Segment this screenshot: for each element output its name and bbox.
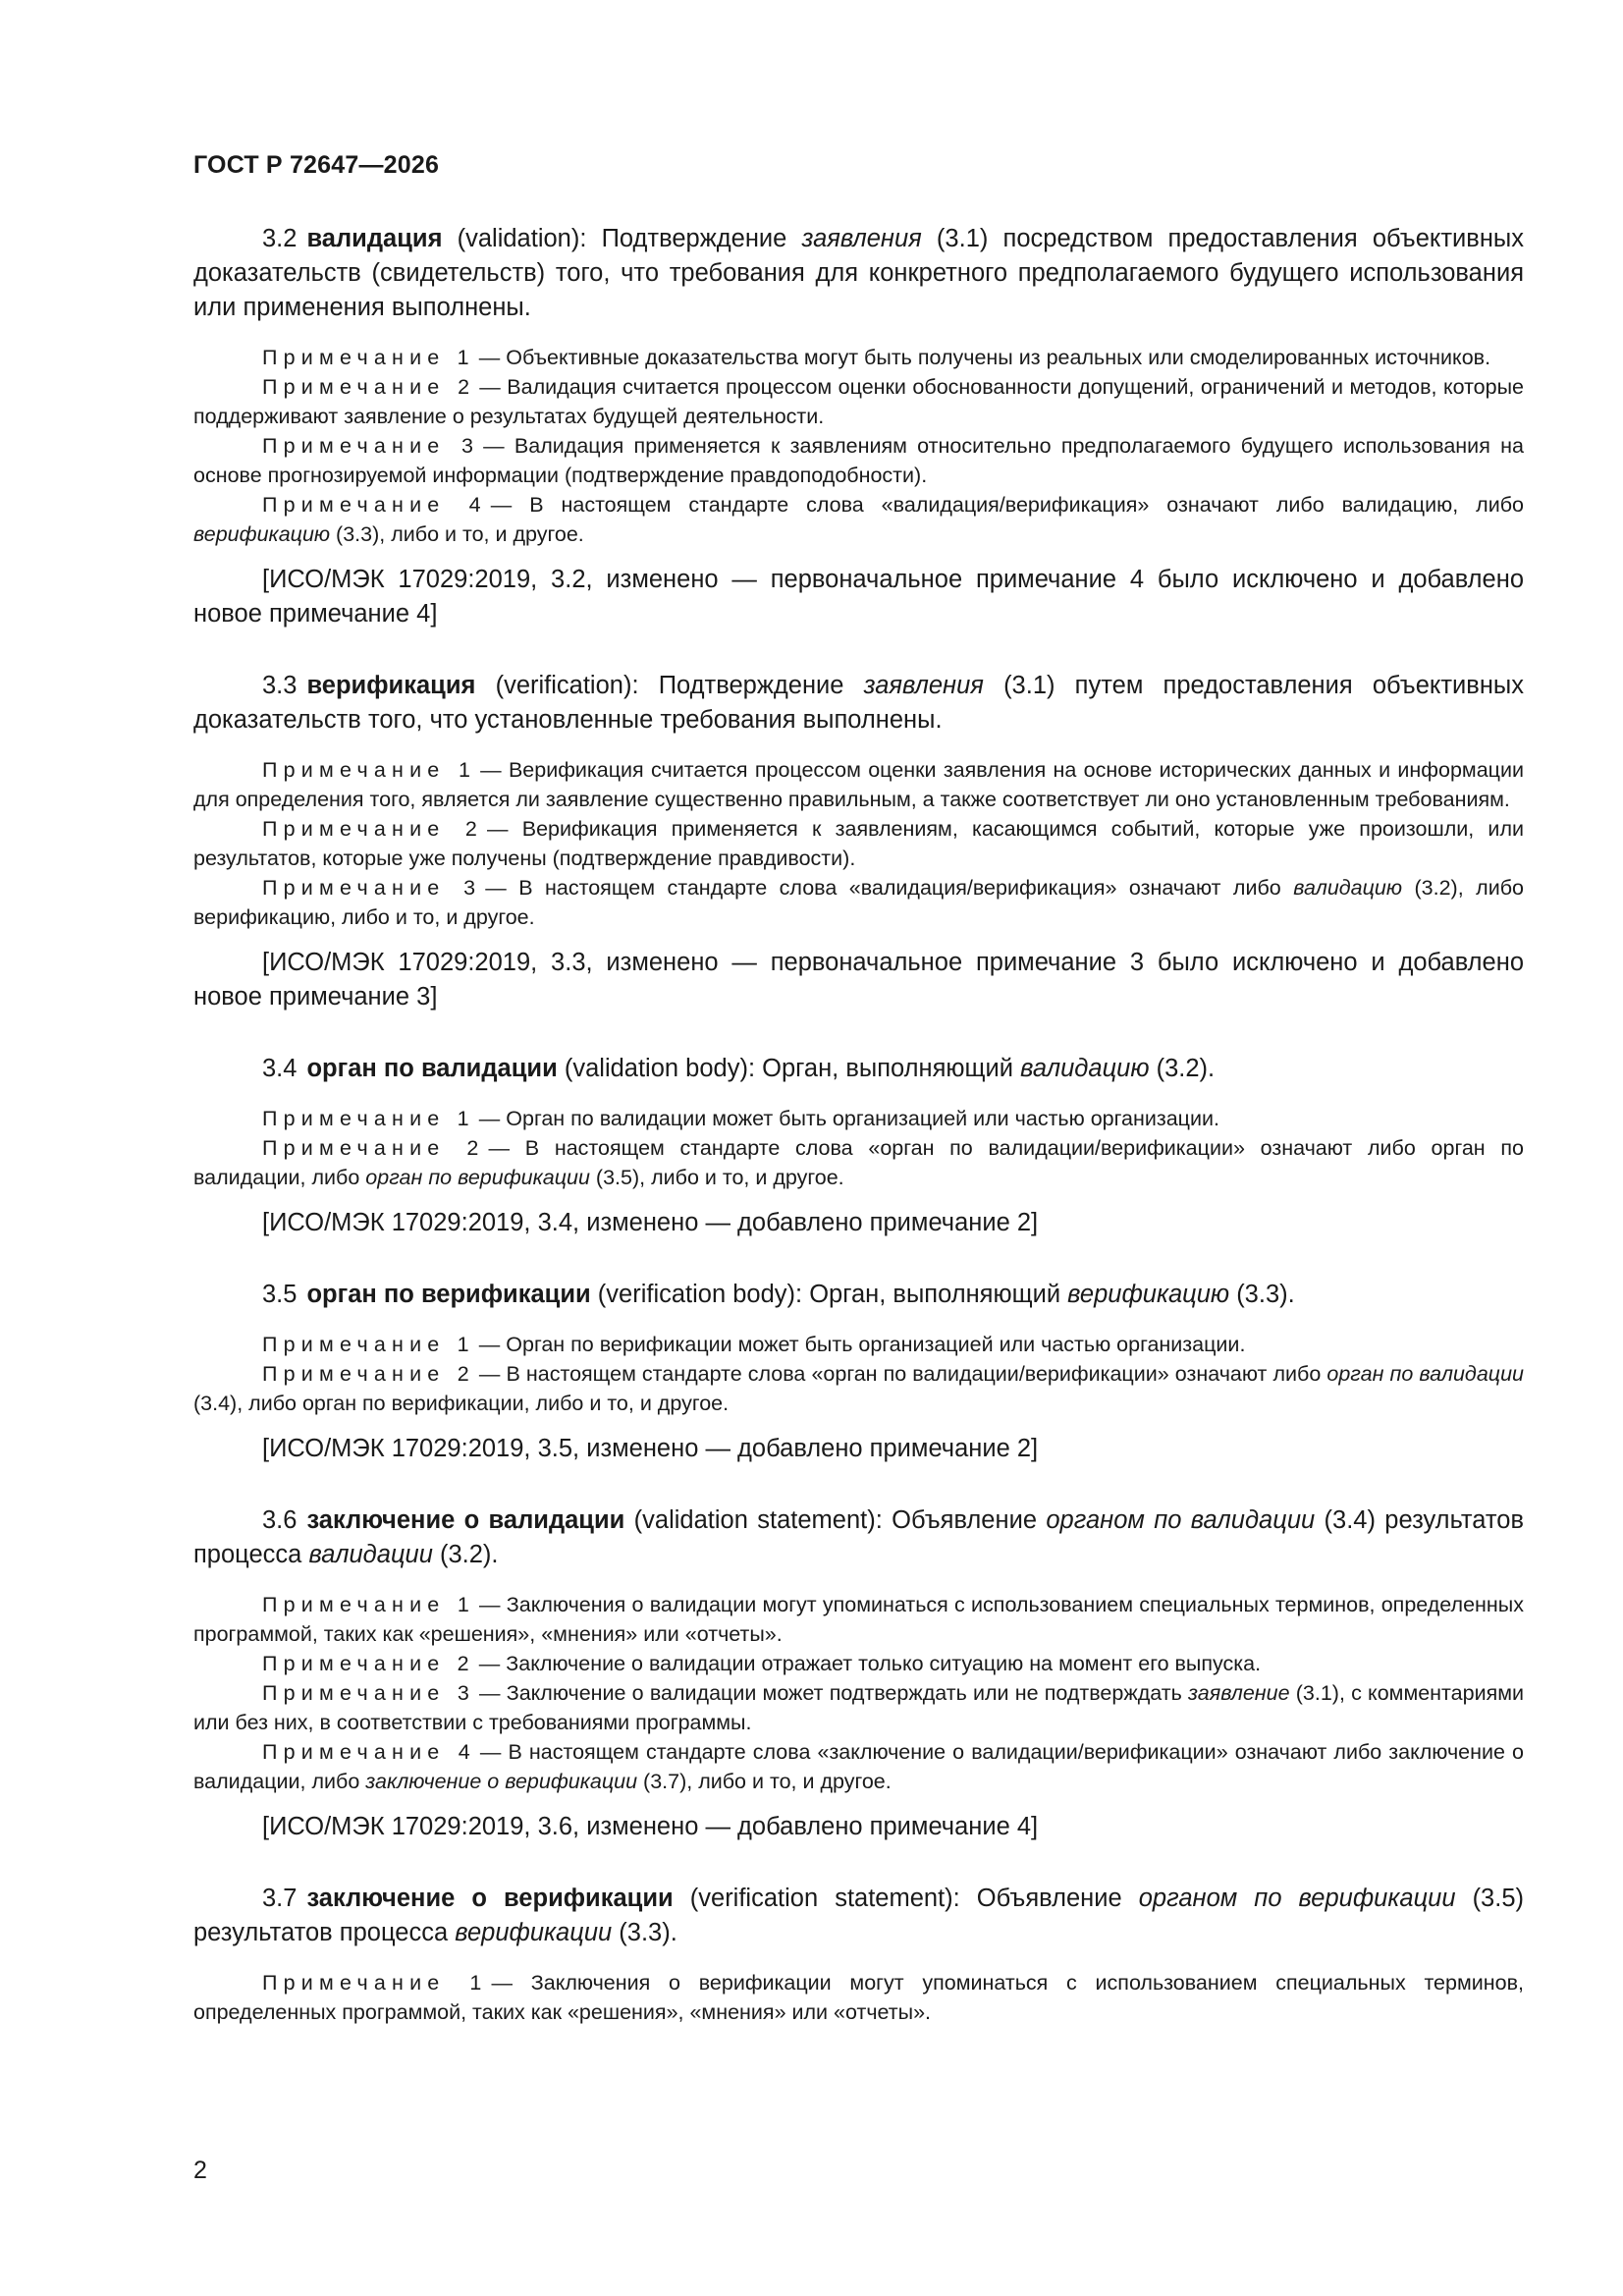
- note-text: Верификация считается процессом оценки заявления на основе исторических данных и информации для определения того, является ли заявление существенно правильным, а также соответствует ли оно установленным требованиям.: [193, 758, 1524, 811]
- term-number: 3.5: [262, 1281, 298, 1308]
- note-text: Заключения о верификации могут упоминаться с использованием специальных терминов, определенных программой, таких как «решения», «мнения» или «отчеты».: [193, 1971, 1524, 2024]
- note-label: Примечание 1: [262, 1593, 476, 1616]
- term-entry: [193, 1882, 1524, 2027]
- term-reference: верификацию: [193, 522, 331, 546]
- term-number: 3.2: [262, 225, 298, 252]
- definition-text: (3.5) результатов процесса: [193, 1885, 1524, 1946]
- source-reference: [ИСО/МЭК 17029:2019, 3.4, изменено — добавлено примечание 2]: [262, 1209, 1039, 1236]
- note-text: В настоящем стандарте слова «орган по валидации/верификации» означают либо: [506, 1362, 1327, 1386]
- term-name: верификация: [306, 672, 476, 699]
- term-reference: орган по верификации: [365, 1166, 590, 1189]
- terms-content: [193, 222, 1524, 2027]
- term-note: Примечание 3 — Валидация применяется к заявлениям относительно предполагаемого будущего использования на основе прогнозируемой информации (подтверждение правдоподобности).: [193, 434, 1524, 487]
- term-reference: валидацию: [1293, 876, 1403, 900]
- definition-text: (3.2).: [432, 1541, 499, 1568]
- term-number: 3.6: [262, 1506, 298, 1534]
- term-note: Примечание 4 — В настоящем стандарте слова «заключение о валидации/верификации» означают либо заключение о валидации, либо заключение о верификации (3.7), либо и то, и другое.: [193, 1740, 1524, 1793]
- term-reference: верификации: [455, 1919, 613, 1946]
- note-text: Верификация применяется к заявлениям, касающимся событий, которые уже произошли, или результатов, которые уже получены (подтверждение правдивости).: [193, 817, 1524, 870]
- note-text: В настоящем стандарте слова «валидация/верификация» означают либо валидацию, либо: [529, 493, 1524, 517]
- source-reference: [ИСО/МЭК 17029:2019, 3.3, изменено — первоначальное примечание 3 было исключено и добавлено новое примечание 3]: [193, 949, 1524, 1011]
- term-number: 3.3: [262, 672, 298, 699]
- note-label: Примечание 4: [262, 493, 487, 517]
- note-text: (3.5), либо и то, и другое.: [589, 1166, 844, 1189]
- note-text: Валидация применяется к заявлениям относительно предполагаемого будущего использования на основе прогнозируемой информации (подтверждение правдоподобности).: [193, 434, 1524, 487]
- term-name: валидация: [306, 225, 443, 252]
- term-note: Примечание 2 — В настоящем стандарте слова «орган по валидации/верификации» означают либо орган по валидации, либо орган по верификации (3.5), либо и то, и другое.: [193, 1136, 1524, 1189]
- term-entry: [193, 222, 1524, 631]
- term-entry: [193, 1052, 1524, 1240]
- term-note: Примечание 2 — Заключение о валидации отражает только ситуацию на момент его выпуска.: [262, 1652, 1262, 1675]
- term-entry: [193, 669, 1524, 1014]
- note-label: Примечание 1: [262, 758, 477, 782]
- source-reference: [ИСО/МЭК 17029:2019, 3.2, изменено — первоначальное примечание 4 было исключено и добавлено новое примечание 4]: [193, 566, 1524, 628]
- term-reference: заявления: [863, 672, 984, 699]
- term-entry: [193, 1503, 1524, 1844]
- definition-text: (validation statement): Объявление: [624, 1506, 1047, 1534]
- note-text: В настоящем стандарте слова «заключение о валидации/верификации» означают либо заключение о валидации, либо: [193, 1740, 1524, 1793]
- note-text: Заключение о валидации может подтверждать или не подтверждать: [506, 1681, 1189, 1705]
- term-reference: органом по валидации: [1046, 1506, 1316, 1534]
- note-label: Примечание 2: [262, 375, 476, 399]
- definition-text: (3.1) путем предоставления объективных доказательств того, что установленные требования выполнены.: [193, 672, 1524, 734]
- note-label: Примечание 1: [262, 1107, 475, 1130]
- note-text: В настоящем стандарте слова «валидация/верификация» означают либо: [518, 876, 1294, 900]
- note-label: Примечание 2: [262, 817, 484, 841]
- definition-text: (validation): Подтверждение: [442, 225, 802, 252]
- note-label: Примечание 1: [262, 1971, 488, 1995]
- term-definition: [193, 1278, 1524, 1312]
- definition-text: (verification): Подтверждение: [475, 672, 864, 699]
- term-note: Примечание 4 — В настоящем стандарте слова «валидация/верификация» означают либо валидацию, либо верификацию (3.3), либо и то, и другое.: [193, 493, 1524, 546]
- term-name: заключение о верификации: [306, 1885, 674, 1912]
- term-definition: [193, 1503, 1524, 1572]
- definition-text: (3.3).: [1229, 1281, 1295, 1308]
- note-text: Заключение о валидации отражает только ситуацию на момент его выпуска.: [506, 1652, 1262, 1675]
- definition-text: (verification statement): Объявление: [673, 1885, 1139, 1912]
- term-note: Примечание 1 — Заключения о верификации могут упоминаться с использованием специальных терминов, определенных программой, таких как «решения», «мнения» или «отчеты».: [193, 1971, 1524, 2024]
- note-text: Объективные доказательства могут быть получены из реальных или смоделированных источников.: [506, 346, 1491, 369]
- note-label: Примечание 4: [262, 1740, 476, 1764]
- term-definition: [193, 1882, 1524, 1950]
- term-note: Примечание 1 — Верификация считается процессом оценки заявления на основе исторических данных и информации для определения того, является ли заявление существенно правильным, а также соответствует ли оно установленным требованиям.: [193, 758, 1524, 811]
- term-reference: заявления: [801, 225, 922, 252]
- note-text: В настоящем стандарте слова «орган по валидации/верификации» означают либо орган по валидации, либо: [193, 1136, 1524, 1189]
- term-reference: валидацию: [1020, 1055, 1150, 1082]
- term-reference: верификацию: [1067, 1281, 1230, 1308]
- note-text: (3.7), либо и то, и другое.: [637, 1770, 892, 1793]
- term-note: Примечание 1 — Заключения о валидации могут упоминаться с использованием специальных терминов, определенных программой, таких как «решения», «мнения» или «отчеты».: [193, 1593, 1525, 1646]
- term-name: орган по верификации: [306, 1281, 591, 1308]
- note-label: Примечание 3: [262, 876, 482, 900]
- term-note: Примечание 1 — Объективные доказательства могут быть получены из реальных или смоделированных источников.: [262, 346, 1491, 369]
- term-definition: [193, 669, 1524, 738]
- note-text: Орган по валидации может быть организацией или частью организации.: [506, 1107, 1219, 1130]
- note-text: Орган по верификации может быть организацией или частью организации.: [506, 1333, 1246, 1356]
- page-number: 2: [193, 2157, 207, 2184]
- term-note: Примечание 2 — Верификация применяется к заявлениям, касающимся событий, которые уже произошли, или результатов, которые уже получены (подтверждение правдивости).: [193, 817, 1524, 870]
- definition-text: (3.3).: [612, 1919, 677, 1946]
- note-text: (3.3), либо и то, и другое.: [330, 522, 584, 546]
- term-note: Примечание 3 — В настоящем стандарте слова «валидация/верификация» означают либо валидацию (3.2), либо верификацию, либо и то, и другое.: [193, 876, 1524, 929]
- term-name: заключение о валидации: [306, 1506, 625, 1534]
- term-name: орган по валидации: [306, 1055, 558, 1082]
- term-note: Примечание 1 — Орган по валидации может быть организацией или частью организации.: [262, 1107, 1219, 1130]
- note-text: (3.2), либо верификацию, либо и то, и другое.: [193, 876, 1524, 929]
- term-definition: [193, 1052, 1524, 1086]
- note-text: (3.4), либо орган по верификации, либо и то, и другое.: [193, 1392, 730, 1415]
- term-reference: валидации: [308, 1541, 433, 1568]
- definition-text: (3.1) посредством предоставления объективных доказательств (свидетельств) того, что требования для конкретного предполагаемого будущего использования или применения выполнены.: [193, 225, 1524, 321]
- term-reference: органом по верификации: [1138, 1885, 1456, 1912]
- term-number: 3.4: [262, 1055, 298, 1082]
- note-text: Заключения о валидации могут упоминаться с использованием специальных терминов, определенных программой, таких как «решения», «мнения» или «отчеты».: [193, 1593, 1525, 1646]
- note-label: Примечание 3: [262, 434, 480, 458]
- standard-designation: ГОСТ Р 72647—2026: [193, 151, 440, 179]
- note-text: Валидация считается процессом оценки обоснованности допущений, ограничений и методов, которые поддерживают заявление о результатах будущей деятельности.: [193, 375, 1525, 428]
- term-note: Примечание 1 — Орган по верификации может быть организацией или частью организации.: [262, 1333, 1246, 1356]
- term-note: Примечание 2 — В настоящем стандарте слова «орган по валидации/верификации» означают либо орган по валидации (3.4), либо орган по верификации, либо и то, и другое.: [193, 1362, 1524, 1415]
- term-note: Примечание 3 — Заключение о валидации может подтверждать или не подтверждать заявление (3.1), с комментариями или без них, в соответствии с требованиями программы.: [193, 1681, 1525, 1734]
- definition-text: (3.4) результатов процесса: [193, 1506, 1524, 1568]
- note-label: Примечание 3: [262, 1681, 475, 1705]
- term-definition: [193, 222, 1524, 325]
- note-label: Примечание 1: [262, 346, 475, 369]
- note-text: (3.1), с комментариями или без них, в соответствии с требованиями программы.: [193, 1681, 1525, 1734]
- note-label: Примечание 2: [262, 1136, 485, 1160]
- note-label: Примечание 2: [262, 1362, 475, 1386]
- term-reference: заключение о верификации: [365, 1770, 638, 1793]
- term-note: Примечание 2 — Валидация считается процессом оценки обоснованности допущений, ограничений и методов, которые поддерживают заявление о результатах будущей деятельности.: [193, 375, 1525, 428]
- term-reference: заявление: [1188, 1681, 1290, 1705]
- term-number: 3.7: [262, 1885, 298, 1912]
- term-entry: [193, 1278, 1524, 1466]
- source-reference: [ИСО/МЭК 17029:2019, 3.6, изменено — добавлено примечание 4]: [262, 1813, 1039, 1840]
- definition-text: (verification body): Орган, выполняющий: [590, 1281, 1068, 1308]
- note-label: Примечание 2: [262, 1652, 475, 1675]
- source-reference: [ИСО/МЭК 17029:2019, 3.5, изменено — добавлено примечание 2]: [262, 1435, 1039, 1462]
- note-label: Примечание 1: [262, 1333, 475, 1356]
- definition-text: (validation body): Орган, выполняющий: [557, 1055, 1021, 1082]
- term-reference: орган по валидации: [1326, 1362, 1524, 1386]
- definition-text: (3.2).: [1149, 1055, 1216, 1082]
